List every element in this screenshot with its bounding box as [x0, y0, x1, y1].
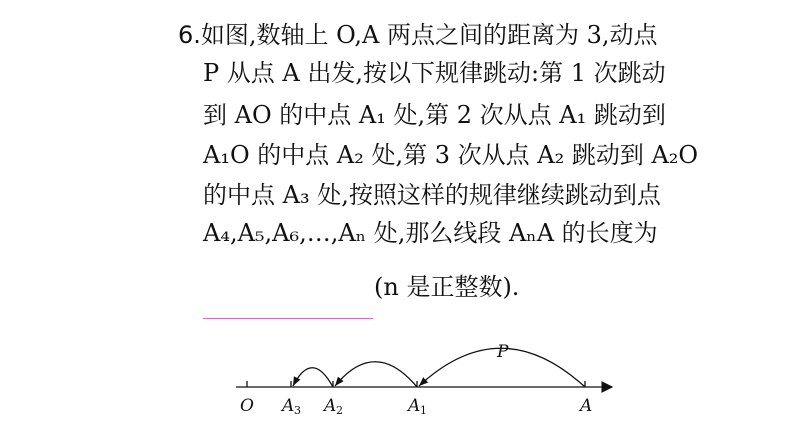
problem-line-4: A₁O 的中点 A₂ 处,第 3 次从点 A₂ 跳动到 A₂O: [203, 141, 699, 169]
label-A1-sub: 1: [420, 404, 427, 417]
problem-line-5: 的中点 A₃ 处,按照这样的规律继续跳动到点: [203, 181, 661, 209]
problem-line-7: (n 是正整数).: [374, 273, 520, 301]
jump-arc-3: [293, 368, 333, 387]
problem-line-6: A₄,A₅,A₆,…,Aₙ 处,那么线段 AₙA 的长度为: [203, 219, 658, 247]
label-A3-sub: 3: [294, 404, 301, 417]
label-A2: A: [324, 396, 337, 416]
label-A3: A: [282, 396, 295, 416]
label-P: P: [497, 342, 509, 362]
problem-line-2: P 从点 A 出发,按以下规律跳动:第 1 次跳动: [203, 59, 666, 87]
label-A: A: [580, 396, 593, 416]
problem-number: 6.: [178, 21, 201, 49]
label-O: O: [240, 396, 254, 416]
label-A2-sub: 2: [336, 404, 343, 417]
problem-line-3: 到 AO 的中点 A₁ 处,第 2 次从点 A₁ 跳动到: [203, 101, 666, 129]
problem-text-1: 如图,数轴上 O,A 两点之间的距离为 3,动点: [200, 21, 658, 49]
label-A1: A: [408, 396, 421, 416]
jump-arc-2: [335, 362, 417, 387]
